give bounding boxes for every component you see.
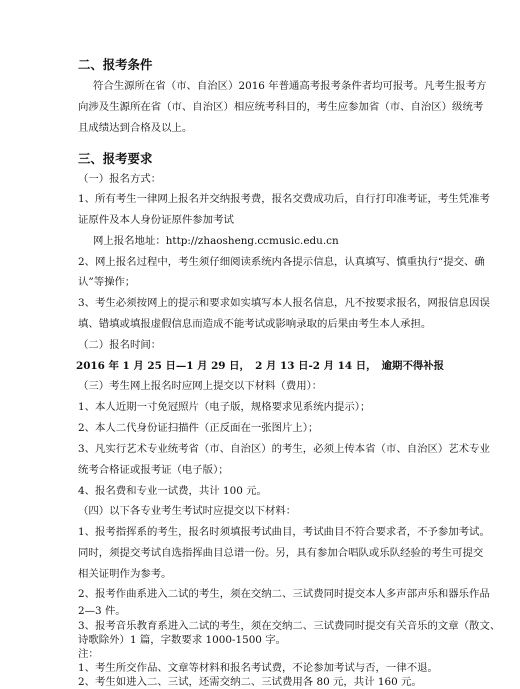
paragraph-line: 相关证明作为参考。 — [78, 568, 172, 580]
paragraph-line: 填、错填或填报虚假信息而造成不能考试或影响录取的后果由考生本人承担。 — [78, 318, 432, 330]
paragraph-line: 2、本人二代身份证扫描件（正反面在一张图片上）； — [78, 422, 319, 434]
subheading: （二）报名时间： — [78, 339, 162, 351]
paragraph-line: 符合生源所在省（市、自治区）2016 年普通高考报考条件者均可报考。凡考生报考方 — [93, 80, 487, 92]
section-heading: 二、报考条件 — [78, 57, 153, 72]
paragraph-line: 2—3 件。 — [78, 605, 126, 617]
paragraph-line: 3、考生必须按网上的提示和要求如实填写本人报名信息，凡不按要求报名，网报信息因误 — [78, 297, 490, 309]
paragraph-line: 4、报名费和专业一试费，共计 100 元。 — [78, 485, 267, 497]
paragraph-line: 1、考生所交作品、文章等材料和报名考试费，不论参加考试与否，一律不退。 — [78, 662, 438, 674]
paragraph-line: 1、本人近期一寸免冠照片（电子版，规格要求见系统内提示）； — [78, 401, 371, 413]
subheading: （三）考生网上报名时应网上提交以下材料（费用）： — [78, 380, 323, 392]
dates-line: 2016 年 1 月 25 日—1 月 29 日， 2 月 13 日-2 月 14 日， 逾期不得补报 — [75, 360, 445, 372]
paragraph-line: 3、凡实行艺术专业统考省（市、自治区）的考生，必须上传本省（市、自治区）艺术专业 — [78, 443, 490, 455]
paragraph-line: 2、报考作曲系进入二试的考生，须在交纳二、三试费同时提交本人多声部声乐和器乐作品 — [78, 588, 490, 600]
section-heading: 三、报考要求 — [78, 151, 153, 166]
paragraph-line: 证原件及本人身份证原件参加考试 — [78, 214, 234, 226]
subheading: （一）报名方式： — [78, 173, 162, 185]
paragraph-line: 2、网上报名过程中，考生须仔细阅读系统内各提示信息，认真填写、慎重执行“提交、确 — [78, 256, 485, 268]
paragraph-line: 3、报考音乐教育系进入二试的考生，须在交纳二、三试费同时提交有关音乐的文章（散文、 — [78, 620, 501, 632]
paragraph-line: 1、所有考生一律网上报名并交纳报考费，报名交费成功后，自行打印准考证，考生凭准考 — [78, 193, 490, 205]
paragraph-line: 注： — [78, 648, 99, 660]
subheading: （四）以下各专业考生考试时应提交以下材料： — [78, 505, 297, 517]
paragraph-line: 向涉及生源所在省（市、自治区）相应统考科目的，考生应参加省（市、自治区）级统考 — [78, 101, 484, 113]
paragraph-line: 1、报考指挥系的考生，报名时须填报考试曲目，考试曲目不符合要求者，不予参加考试。 — [78, 526, 490, 538]
paragraph-line: 且成绩达到合格及以上。 — [78, 122, 193, 134]
paragraph-line: 同时，须提交考试自选指挥曲目总谱一份。另，具有参加合唱队或乐队经验的考生可提交 — [78, 547, 484, 559]
paragraph-line: 诗歌除外）1 篇，字数要求 1000-1500 字。 — [78, 634, 286, 646]
paragraph-line: 统考合格证或报考证（电子版）； — [78, 464, 229, 476]
paragraph-line: 认”等操作； — [78, 276, 136, 288]
url-line: 网上报名地址：http://zhaosheng.ccmusic.edu.cn — [93, 235, 339, 247]
paragraph-line: 2、考生如进入二、三试，还需交纳二、三试费用各 80 元，共计 160 元。 — [78, 676, 422, 688]
